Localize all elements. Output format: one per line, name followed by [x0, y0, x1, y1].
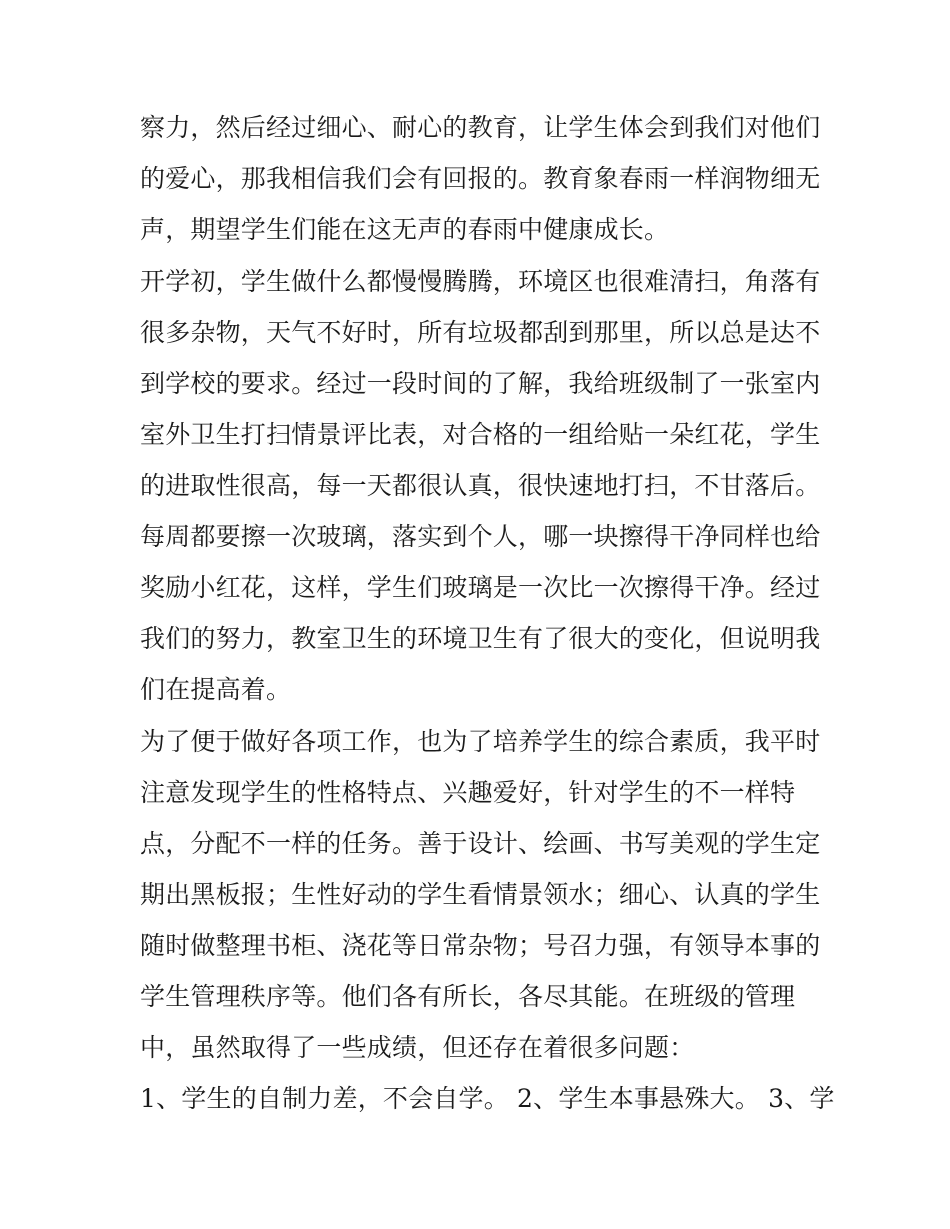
text-line: 开学初，学生做什么都慢慢腾腾，环境区也很难清扫，角落有 — [140, 267, 821, 296]
text-line: 们在提高着。 — [140, 675, 292, 704]
text-line: 为了便于做好各项工作，也为了培养学生的综合素质，我平时 — [140, 727, 821, 756]
text-line: 学生管理秩序等。他们各有所长，各尽其能。在班级的管理 — [140, 982, 796, 1011]
text-line: 注意发现学生的性格特点、兴趣爱好，针对学生的不一样特 — [140, 778, 796, 807]
text-line: 我们的努力，教室卫生的环境卫生有了很大的变化，但说明我 — [140, 624, 821, 653]
text-line: 的爱心，那我相信我们会有回报的。教育象春雨一样润物细无 — [140, 164, 821, 193]
text-line: 奖励小红花，这样，学生们玻璃是一次比一次擦得干净。经过 — [140, 573, 821, 602]
text-line: 到学校的要求。经过一段时间的了解，我给班级制了一张室内 — [140, 369, 821, 398]
text-line: 随时做整理书柜、浇花等日常杂物；号召力强，有领导本事的 — [140, 931, 821, 960]
text-line: 1、学生的自制力差，不会自学。 2、学生本事悬殊大。 3、学 — [140, 1084, 835, 1113]
text-line: 点，分配不一样的任务。善于设计、绘画、书写美观的学生定 — [140, 829, 821, 858]
text-line: 期出黑板报；生性好动的学生看情景领水；细心、认真的学生 — [140, 880, 821, 909]
text-line: 每周都要擦一次玻璃，落实到个人，哪一块擦得干净同样也给 — [140, 522, 821, 551]
text-line: 中，虽然取得了一些成绩，但还存在着很多问题： — [140, 1033, 695, 1062]
text-line: 的进取性很高，每一天都很认真，很快速地打扫，不甘落后。 — [140, 471, 821, 500]
text-line: 很多杂物，天气不好时，所有垃圾都刮到那里，所以总是达不 — [140, 318, 821, 347]
text-line: 声，期望学生们能在这无声的春雨中健康成长。 — [140, 215, 670, 244]
text-line: 室外卫生打扫情景评比表，对合格的一组给贴一朵红花，学生 — [140, 420, 821, 449]
text-line: 察力，然后经过细心、耐心的教育，让学生体会到我们对他们 — [140, 113, 821, 142]
